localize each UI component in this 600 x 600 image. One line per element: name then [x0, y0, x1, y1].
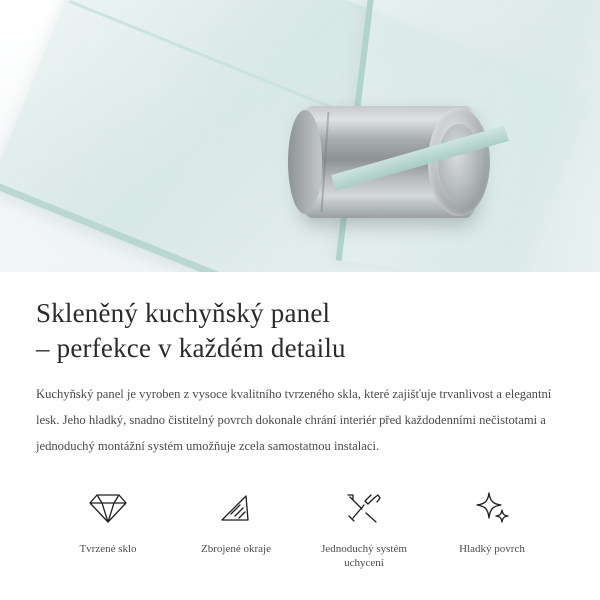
feature-item-smooth-surface: [428, 486, 556, 571]
feature-label: Jednoduchý systém uchycení: [321, 542, 407, 569]
headline-line-1: Skleněný kuchyňský panel: [36, 298, 331, 328]
sparkle-icon: [473, 486, 511, 530]
diamond-icon: [88, 486, 128, 530]
body-paragraph: Kuchyňský panel je vyroben z vysoce kvalitního tvrzeného skla, které zajišťuje trvanlivost a elegantní lesk. Jeho hladký, snadno čistitelný povrch dokonale chrání interiér před každodenními nečistotami a jednoduchý montážní systém umožňuje zcela samostatnou instalaci.: [36, 387, 552, 453]
feature-label: Zbrojené okraje: [201, 542, 271, 555]
feature-item-mounting-system: [300, 486, 428, 571]
polished-edge-icon: [218, 486, 254, 530]
clamp-left-face: [288, 110, 322, 214]
feature-item-tempered-glass: [44, 486, 172, 571]
page-title: [36, 296, 564, 366]
hero-image: [0, 0, 600, 272]
clamp-cap: [428, 108, 490, 216]
feature-list: [36, 486, 564, 571]
feature-label: Hladký povrch: [459, 542, 525, 555]
content-section: [0, 272, 600, 570]
tools-icon: [344, 486, 384, 530]
headline-line-2: – perfekce v každém detailu: [36, 333, 346, 364]
feature-item-polished-edges: [172, 486, 300, 571]
feature-label: Tvrzené sklo: [79, 542, 137, 555]
